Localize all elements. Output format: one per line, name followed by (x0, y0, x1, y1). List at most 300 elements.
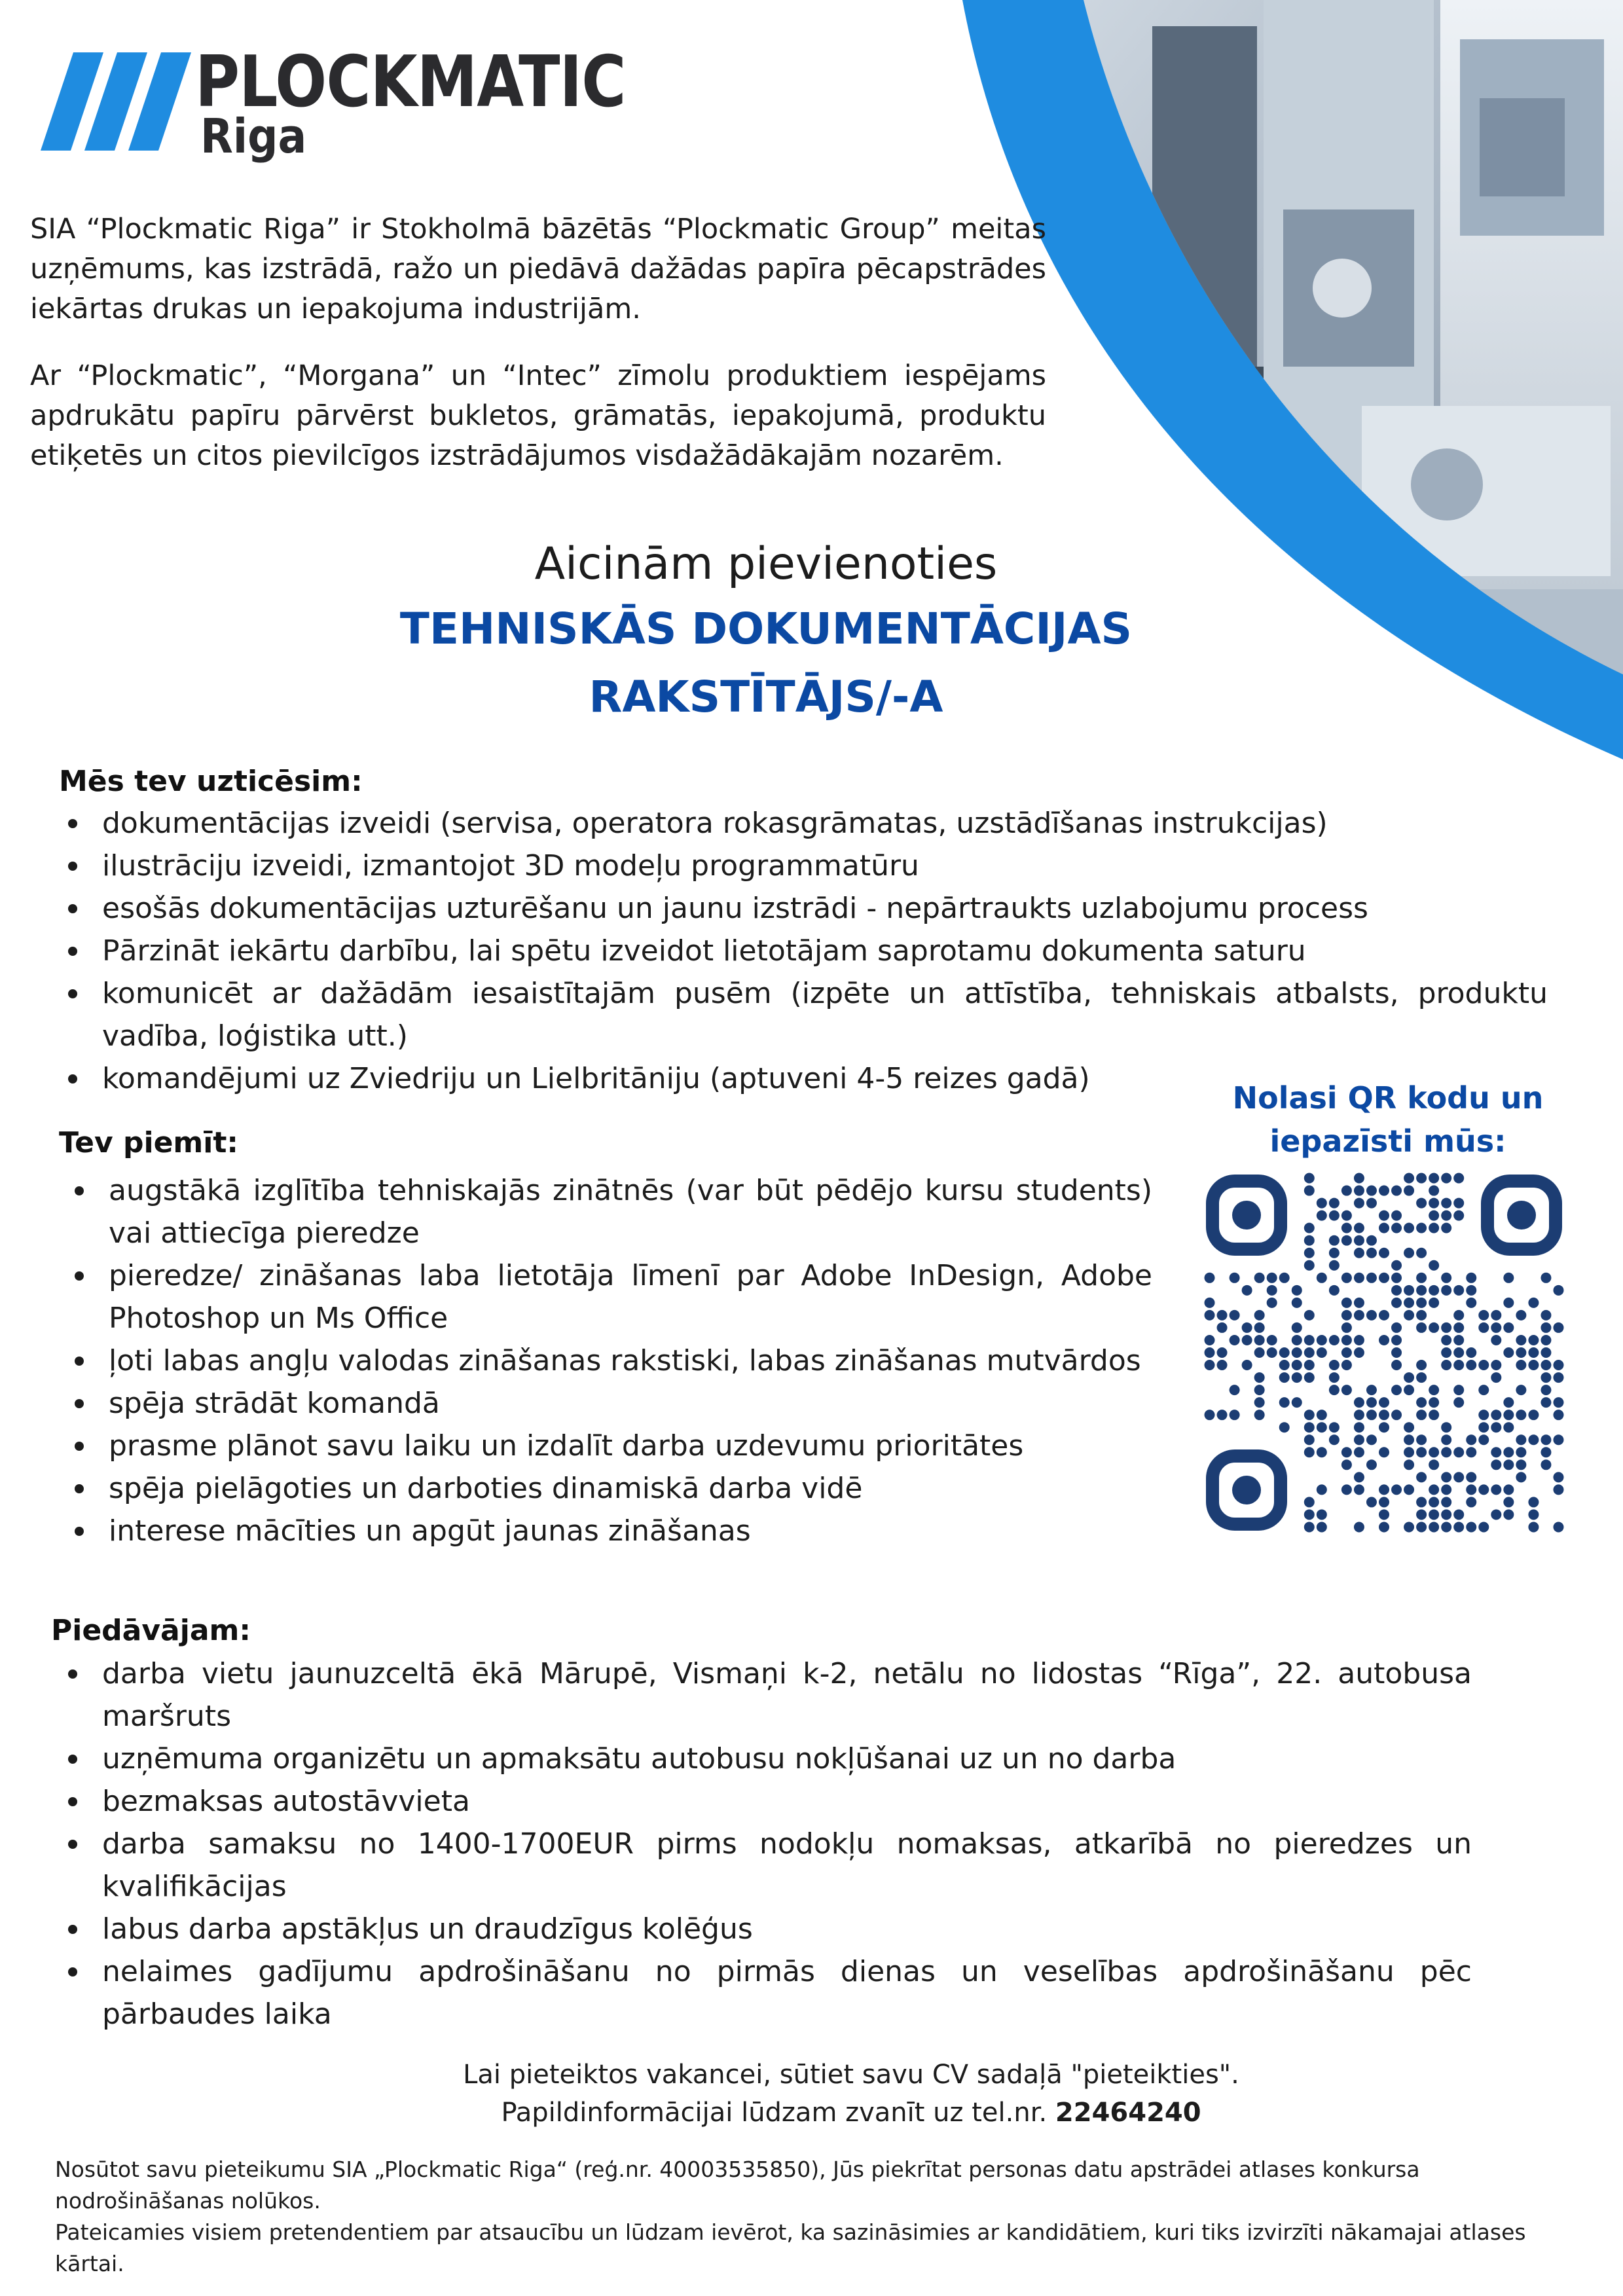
qr-module (1354, 1422, 1364, 1432)
qr-module (1429, 1285, 1439, 1296)
qr-module (1354, 1447, 1364, 1457)
offer-heading: Piedāvājam: (51, 1614, 251, 1647)
qr-module (1528, 1347, 1539, 1358)
qr-module (1254, 1310, 1265, 1321)
qr-module (1503, 1322, 1514, 1333)
qr-module (1503, 1410, 1514, 1420)
qr-module (1441, 1360, 1451, 1370)
qr-module (1254, 1410, 1265, 1420)
qr-module (1254, 1385, 1265, 1395)
qr-module (1379, 1310, 1389, 1321)
qr-module (1329, 1285, 1340, 1296)
qr-module (1366, 1198, 1377, 1209)
qr-module (1429, 1522, 1439, 1532)
qr-module (1416, 1173, 1427, 1184)
qr-module (1429, 1497, 1439, 1507)
qr-module (1466, 1472, 1476, 1482)
list-item: spēja pielāgoties un darboties dinamiskā darba vidē (62, 1467, 1152, 1510)
qr-module (1354, 1522, 1364, 1532)
qr-module (1329, 1248, 1340, 1258)
list-item: darba samaksu no 1400-1700EUR pirms nodokļu nomaksas, atkarībā no pieredzes un kvalifikācijas (55, 1823, 1472, 1908)
qr-module (1553, 1360, 1563, 1370)
qr-module (1453, 1285, 1464, 1296)
qr-module (1416, 1322, 1427, 1333)
qr-module (1429, 1211, 1439, 1221)
qr-module (1466, 1497, 1476, 1507)
qr-module (1491, 1310, 1501, 1321)
qr-module (1230, 1273, 1240, 1283)
qr-module (1317, 1273, 1327, 1283)
qr-module (1254, 1335, 1265, 1345)
qr-module (1441, 1173, 1451, 1184)
qr-module (1453, 1310, 1464, 1321)
qr-module (1404, 1248, 1414, 1258)
qr-module (1478, 1522, 1489, 1532)
qr-module (1329, 1372, 1340, 1383)
qr-module (1478, 1484, 1489, 1495)
qr-module (1379, 1397, 1389, 1408)
qr-module (1341, 1211, 1352, 1221)
contact-prefix: Papildinformācijai lūdzam zvanīt uz tel.nr. (501, 2098, 1048, 2128)
list-item: interese mācīties un apgūt jaunas zināšanas (62, 1510, 1152, 1552)
qr-module (1391, 1360, 1402, 1370)
logo-name: PLOCKMATIC (195, 41, 626, 123)
qr-module (1217, 1322, 1228, 1333)
qr-module (1354, 1472, 1364, 1482)
tasks-list (55, 802, 1548, 1100)
qr-module (1441, 1522, 1451, 1532)
qr-module (1317, 1211, 1327, 1221)
qr-module (1466, 1434, 1476, 1445)
qr-module (1354, 1273, 1364, 1283)
qr-module (1453, 1173, 1464, 1184)
qr-module (1391, 1347, 1402, 1358)
qr-module (1341, 1447, 1352, 1457)
qr-module (1341, 1273, 1352, 1283)
qr-module (1205, 1410, 1215, 1420)
qr-module (1441, 1285, 1451, 1296)
qr-module (1341, 1298, 1352, 1308)
qr-module (1466, 1522, 1476, 1532)
qr-module (1304, 1310, 1315, 1321)
qr-module (1503, 1459, 1514, 1470)
offer-list (55, 1652, 1472, 2035)
qr-module (1491, 1335, 1501, 1345)
qr-module (1404, 1522, 1414, 1532)
qr-module (1404, 1422, 1414, 1432)
qr-module (1528, 1522, 1539, 1532)
intro-paragraph-1: SIA “Plockmatic Riga” ir Stokholmā bāzētās “Plockmatic Group” meitas uzņēmums, kas izstrādā, ražo un piedāvā dažādas papīra pēcapstrādes iekārtas drukas un iepakojuma industrijām. (30, 213, 1046, 325)
qr-module (1217, 1310, 1228, 1321)
qr-module (1230, 1385, 1240, 1395)
qr-module (1553, 1322, 1563, 1333)
qr-module (1404, 1310, 1414, 1321)
qr-module (1304, 1260, 1315, 1271)
qr-module (1391, 1285, 1402, 1296)
qr-module (1267, 1298, 1277, 1308)
apply-instructions: Lai pieteiktos vakancei, sūtiet savu CV sadaļā "pieteikties". (463, 2060, 1239, 2090)
qr-module (1404, 1447, 1414, 1457)
qr-module (1304, 1509, 1315, 1520)
tasks-heading: Mēs tev uzticēsim: (59, 765, 363, 798)
qr-module (1453, 1397, 1464, 1408)
qr-module (1503, 1273, 1514, 1283)
qr-module (1503, 1422, 1514, 1432)
consent-note: Nosūtot savu pieteikumu SIA „Plockmatic Riga“ (reģ.nr. 40003535850), Jūs piekrītat personas datu apstrādei atlases konkursa nodrošināšanas nolūkos. (55, 2157, 1420, 2214)
list-item: komunicēt ar dažādām iesaistītajām pusēm (izpēte un attīstība, tehniskais atbalsts, produktu vadība, loģistika utt.) (55, 972, 1548, 1057)
qr-module (1541, 1273, 1551, 1283)
qr-module (1279, 1422, 1290, 1432)
qr-module (1354, 1434, 1364, 1445)
qr-module (1391, 1211, 1402, 1221)
qr-module (1366, 1459, 1377, 1470)
qr-module (1391, 1385, 1402, 1395)
qr-module (1341, 1360, 1352, 1370)
qr-module (1541, 1459, 1551, 1470)
list-item: uzņēmuma organizētu un apmaksātu autobusu nokļūšanai uz un no darba (55, 1738, 1472, 1780)
qr-module (1416, 1372, 1427, 1383)
qr-module (1366, 1235, 1377, 1246)
qr-module (1466, 1347, 1476, 1358)
qr-module (1429, 1173, 1439, 1184)
qr-code[interactable] (1203, 1172, 1565, 1533)
qr-module (1329, 1211, 1340, 1221)
qr-module (1453, 1360, 1464, 1370)
qr-module (1292, 1360, 1302, 1370)
qr-module (1466, 1484, 1476, 1495)
qr-module (1304, 1522, 1315, 1532)
qr-module (1354, 1198, 1364, 1209)
qr-module (1230, 1410, 1240, 1420)
qr-module (1441, 1484, 1451, 1495)
qr-module (1379, 1422, 1389, 1432)
qr-module (1391, 1335, 1402, 1345)
qr-module (1341, 1484, 1352, 1495)
qr-module (1503, 1347, 1514, 1358)
qr-module (1441, 1223, 1451, 1233)
qr-module (1453, 1472, 1464, 1482)
qr-module (1379, 1522, 1389, 1532)
qr-caption (1178, 1076, 1597, 1163)
qr-module (1429, 1410, 1439, 1420)
qr-module (1404, 1459, 1414, 1470)
qr-module (1379, 1484, 1389, 1495)
qr-module (1516, 1459, 1526, 1470)
qr-module (1329, 1198, 1340, 1209)
qr-module (1491, 1322, 1501, 1333)
qr-module (1354, 1173, 1364, 1184)
list-item: pieredze/ zināšanas laba lietotāja līmenī par Adobe InDesign, Adobe Photoshop un Ms Office (62, 1254, 1152, 1339)
qr-module (1528, 1410, 1539, 1420)
list-item: prasme plānot savu laiku un izdalīt darba uzdevumu prioritātes (62, 1425, 1152, 1467)
qr-module (1304, 1360, 1315, 1370)
qr-module (1341, 1223, 1352, 1233)
qr-module (1491, 1459, 1501, 1470)
qr-module (1416, 1410, 1427, 1420)
qr-module (1466, 1447, 1476, 1457)
qr-module (1429, 1385, 1439, 1395)
qr-module (1429, 1484, 1439, 1495)
qr-module (1366, 1248, 1377, 1258)
qr-module (1354, 1310, 1364, 1321)
qr-module (1304, 1497, 1315, 1507)
qr-module (1528, 1335, 1539, 1345)
qr-module (1317, 1410, 1327, 1420)
qr-module (1416, 1509, 1427, 1520)
qr-module (1317, 1509, 1327, 1520)
qr-module (1379, 1223, 1389, 1233)
list-item: komandējumi uz Zviedriju un Lielbritāniju (aptuveni 4-5 reizes gadā) (55, 1057, 1548, 1100)
qr-module (1528, 1434, 1539, 1445)
qr-module (1541, 1397, 1551, 1408)
qr-module (1341, 1322, 1352, 1333)
list-item: darba vietu jaunuzceltā ēkā Mārupē, Vismaņi k-2, netālu no lidostas “Rīga”, 22. autobusa maršruts (55, 1652, 1472, 1738)
qr-module (1516, 1472, 1526, 1482)
qr-module (1429, 1198, 1439, 1209)
qr-module (1478, 1434, 1489, 1445)
qr-module (1416, 1434, 1427, 1445)
qr-module (1478, 1310, 1489, 1321)
qr-module (1491, 1422, 1501, 1432)
qr-module (1304, 1335, 1315, 1345)
qr-module (1441, 1347, 1451, 1358)
qr-module (1379, 1447, 1389, 1457)
qr-module (1416, 1360, 1427, 1370)
qr-module (1341, 1235, 1352, 1246)
qr-module (1516, 1410, 1526, 1420)
qr-module (1391, 1223, 1402, 1233)
qr-module (1341, 1459, 1352, 1470)
qr-module (1453, 1385, 1464, 1395)
qr-module (1279, 1360, 1290, 1370)
qr-module (1230, 1335, 1240, 1345)
qr-module (1242, 1360, 1252, 1370)
qr-module (1453, 1322, 1464, 1333)
qr-module (1453, 1347, 1464, 1358)
list-item: ilustrāciju izveidi, izmantojot 3D modeļu programmatūru (55, 845, 1548, 887)
qr-module (1441, 1273, 1451, 1283)
qr-module (1217, 1360, 1228, 1370)
qr-module (1404, 1434, 1414, 1445)
qr-module (1304, 1347, 1315, 1358)
intro-paragraph-2: Ar “Plockmatic”, “Morgana” un “Intec” zīmolu produktiem iespējams apdrukātu papīru pārvērst bukletos, grāmatās, iepakojumā, produktu etiķetēs un citos pievilcīgos izstrādājumos visdažādākajām nozarēm. (30, 359, 1046, 472)
qr-module (1516, 1434, 1526, 1445)
role-title-line-1: TEHNISKĀS DOKUMENTĀCIJAS (399, 604, 1133, 654)
qr-module (1379, 1186, 1389, 1196)
qr-module (1354, 1484, 1364, 1495)
qr-module (1429, 1447, 1439, 1457)
role-title-line-2: RAKSTĪTĀJS/-A (589, 672, 943, 722)
qr-module (1516, 1447, 1526, 1457)
qr-module (1541, 1335, 1551, 1345)
qr-module (1317, 1198, 1327, 1209)
qr-module (1441, 1422, 1451, 1432)
qr-module (1503, 1497, 1514, 1507)
qr-module (1391, 1410, 1402, 1420)
qr-module (1453, 1509, 1464, 1520)
qr-module (1292, 1322, 1302, 1333)
qr-module (1416, 1397, 1427, 1408)
qr-module (1416, 1310, 1427, 1321)
qr-module (1217, 1347, 1228, 1358)
qr-module (1528, 1497, 1539, 1507)
qr-module (1541, 1372, 1551, 1383)
qr-module (1304, 1223, 1315, 1233)
qr-caption-line-1: Nolasi QR kodu un (1232, 1080, 1544, 1116)
qr-module (1391, 1298, 1402, 1308)
qr-module (1441, 1198, 1451, 1209)
invite-heading: Aicinām pievienoties (534, 538, 998, 590)
qr-module (1528, 1298, 1539, 1308)
qr-module (1267, 1335, 1277, 1345)
qr-module (1478, 1385, 1489, 1395)
qr-module (1503, 1298, 1514, 1308)
qr-module (1553, 1484, 1563, 1495)
qr-module (1541, 1447, 1551, 1457)
qr-module (1304, 1434, 1315, 1445)
qr-module (1304, 1410, 1315, 1420)
qr-module (1553, 1434, 1563, 1445)
qr-module (1429, 1186, 1439, 1196)
qr-module (1205, 1335, 1215, 1345)
qr-module (1354, 1410, 1364, 1420)
qr-module (1329, 1385, 1340, 1395)
qr-module (1441, 1434, 1451, 1445)
qr-module (1354, 1298, 1364, 1308)
list-item: labus darba apstākļus un draudzīgus kolēģus (55, 1908, 1472, 1950)
qr-module (1317, 1522, 1327, 1532)
qr-module (1503, 1397, 1514, 1408)
qr-module (1404, 1186, 1414, 1196)
qr-module (1466, 1273, 1476, 1283)
qr-module (1404, 1223, 1414, 1233)
qr-module (1267, 1285, 1277, 1296)
qr-module (1503, 1509, 1514, 1520)
qr-module (1317, 1484, 1327, 1495)
qr-module (1478, 1322, 1489, 1333)
qr-module (1354, 1335, 1364, 1345)
qr-module (1553, 1397, 1563, 1408)
qr-module (1404, 1298, 1414, 1308)
qr-module (1379, 1509, 1389, 1520)
qr-module (1404, 1385, 1414, 1395)
qr-module (1503, 1447, 1514, 1457)
qr-module (1391, 1273, 1402, 1283)
contact-line (196, 2094, 1506, 2132)
qr-module (1292, 1347, 1302, 1358)
qr-module (1404, 1484, 1414, 1495)
qr-module (1366, 1310, 1377, 1321)
qr-module (1279, 1397, 1290, 1408)
qr-module (1466, 1360, 1476, 1370)
qr-module (1366, 1186, 1377, 1196)
qr-module (1491, 1484, 1501, 1495)
qr-module (1254, 1322, 1265, 1333)
qr-module (1553, 1285, 1563, 1296)
qr-module (1205, 1273, 1215, 1283)
qr-module (1478, 1422, 1489, 1432)
qr-module (1466, 1298, 1476, 1308)
qr-module (1329, 1335, 1340, 1345)
list-item: Pārzināt iekārtu darbību, lai spētu izveidot lietotājam saprotamu dokumenta saturu (55, 930, 1548, 972)
qr-module (1491, 1410, 1501, 1420)
qr-module (1416, 1447, 1427, 1457)
qr-module (1366, 1410, 1377, 1420)
qr-module (1292, 1285, 1302, 1296)
qr-module (1453, 1211, 1464, 1221)
qr-module (1441, 1497, 1451, 1507)
company-logo (41, 41, 626, 170)
qr-module (1366, 1273, 1377, 1283)
qr-module (1541, 1347, 1551, 1358)
qr-module (1254, 1397, 1265, 1408)
qr-module (1317, 1347, 1327, 1358)
qr-module (1329, 1235, 1340, 1246)
qr-module (1416, 1285, 1427, 1296)
qr-module (1354, 1347, 1364, 1358)
qr-module (1366, 1434, 1377, 1445)
qr-module (1242, 1335, 1252, 1345)
qr-module (1453, 1198, 1464, 1209)
qr-module (1429, 1223, 1439, 1233)
qr-module (1366, 1385, 1377, 1395)
qr-module (1441, 1509, 1451, 1520)
qr-module (1466, 1285, 1476, 1296)
qr-module (1541, 1322, 1551, 1333)
qr-module (1416, 1273, 1427, 1283)
qr-module (1205, 1310, 1215, 1321)
qr-module (1516, 1360, 1526, 1370)
list-item: bezmaksas autostāvvieta (55, 1780, 1472, 1823)
qr-module (1541, 1434, 1551, 1445)
qr-caption-line-2: iepazīsti mūs: (1269, 1123, 1506, 1159)
qr-module (1416, 1298, 1427, 1308)
qr-module (1441, 1322, 1451, 1333)
apply-info (196, 2056, 1506, 2132)
qr-module (1230, 1310, 1240, 1321)
qr-module (1317, 1422, 1327, 1432)
qr-module (1429, 1509, 1439, 1520)
qr-module (1391, 1322, 1402, 1333)
qr-module (1453, 1335, 1464, 1345)
qr-module (1429, 1260, 1439, 1271)
qr-module (1354, 1235, 1364, 1246)
qr-module (1541, 1385, 1551, 1395)
qr-module (1267, 1347, 1277, 1358)
qr-module (1242, 1285, 1252, 1296)
list-item: augstākā izglītība tehniskajās zinātnēs (var būt pēdējo kursu students) vai attiecīga pieredze (62, 1169, 1152, 1254)
qr-module (1416, 1223, 1427, 1233)
qr-module (1341, 1186, 1352, 1196)
qr-module (1391, 1186, 1402, 1196)
qr-module (1516, 1335, 1526, 1345)
qr-module (1516, 1347, 1526, 1358)
qr-module (1217, 1410, 1228, 1420)
qr-module (1254, 1273, 1265, 1283)
qr-module (1329, 1260, 1340, 1271)
qr-module (1329, 1434, 1340, 1445)
phone-number[interactable]: 22464240 (1055, 2098, 1201, 2128)
qr-module (1441, 1447, 1451, 1457)
qr-module (1491, 1360, 1501, 1370)
qr-module (1429, 1298, 1439, 1308)
qr-module (1379, 1248, 1389, 1258)
qr-module (1416, 1472, 1427, 1482)
requirements-list (62, 1169, 1152, 1552)
qr-module (1304, 1173, 1315, 1184)
qr-module (1341, 1335, 1352, 1345)
qr-module (1528, 1360, 1539, 1370)
